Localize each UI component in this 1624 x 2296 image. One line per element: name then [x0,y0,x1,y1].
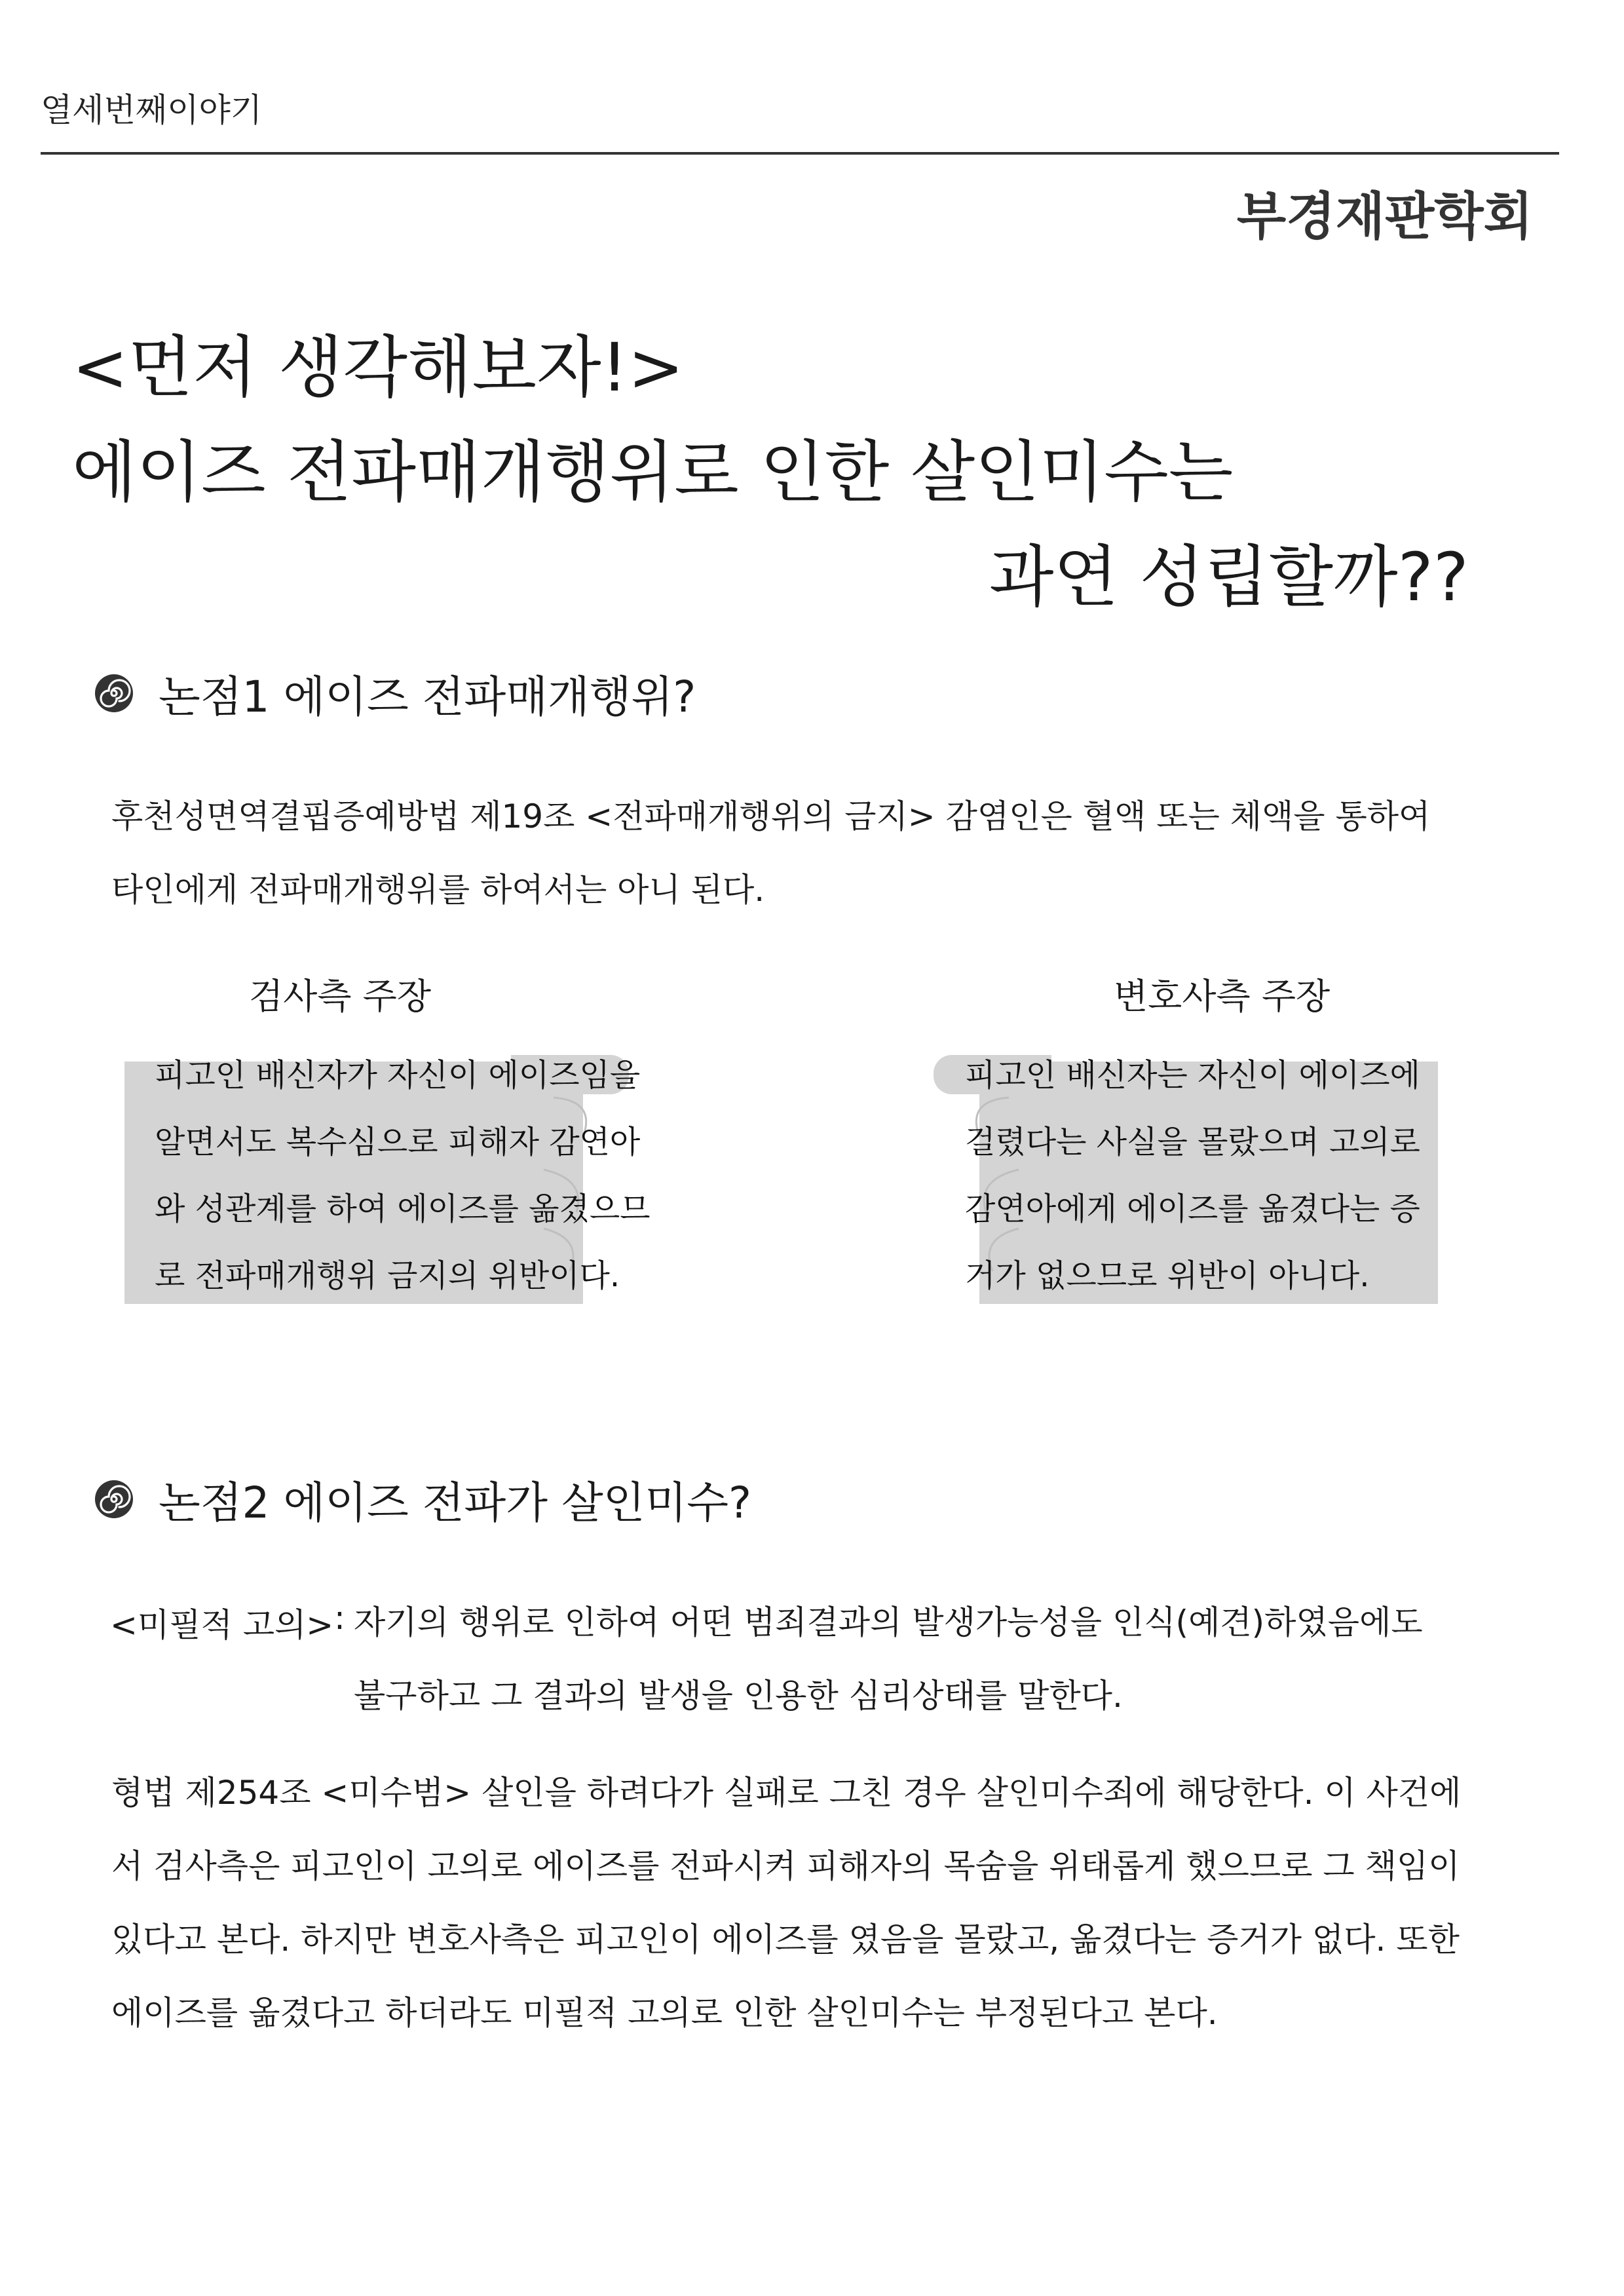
header-divider [41,152,1559,155]
spiral-bullet-icon [93,672,135,714]
title-line-2: 에이즈 전파매개행위로 인한 살인미수는 [72,434,1234,512]
prosecution-argument-text: 피고인 배신자가 자신이 에이즈임을 알면서도 복수심으로 피해자 감연아와 성관계를 하여 에이즈를 옮겼으므로 전파매개행위 금지의 위반이다. [155,1057,651,1294]
prosecution-heading: 검사측 주장 [249,976,431,1017]
definition-text: 자기의 행위로 인하여 어떤 범죄결과의 발생가능성을 인식(예견)하였음에도 불구하고 그 결과의 발생을 인용한 심리상태를 말한다. [354,1603,1423,1715]
definition-colon: : [334,1599,345,1637]
defense-heading: 변호사측 주장 [1114,976,1331,1017]
title-line-1: <먼저 생각해보자!> [72,329,684,407]
aids-prevention-law-text: 후천성면역결핍증예방법 제19조 <전파매개행위의 금지> 감염인은 혈액 또는 체액을 통하여 타인에게 전파매개행위를 하여서는 아니 된다. [111,797,1431,909]
issue2-heading-row [93,1468,751,1530]
criminal-law-paragraph: 형법 제254조 <미수범> 살인을 하려다가 실패로 그친 경우 살인미수죄에 해당한다. 이 사건에서 검사측은 피고인이 고의로 에이즈를 전파시켜 피해자의 목숨을 위태롭게 했으므로 그 책임이 있다고 본다. 하지만 변호사측은 피고인이 에이즈를 였음을 몰랐고, 옮겼다는 증거가 없다. 또한 에이즈를 옮겼다고 하더라도 미필적 고의로 인한 살인미수는 부정된다고 본다. [111,1774,1462,2032]
prosecution-argument-panel [124,1042,655,1304]
definition-term: <미필적 고의> [110,1606,334,1644]
issue2-heading: 논점2 에이즈 전파가 살인미수? [159,1478,752,1528]
defense-argument-panel [907,1042,1438,1304]
title-line-3: 과연 성립할까?? [989,539,1469,617]
issue1-heading: 논점1 에이즈 전파매개행위? [159,672,696,722]
spiral-bullet-icon [93,1478,135,1520]
issue1-heading-row [93,662,696,724]
chapter-label: 열세번째이야기 [41,91,263,129]
defense-argument-text: 피고인 배신자는 자신이 에이즈에 걸렸다는 사실을 몰랐으며 고의로 감연아에게 에이즈를 옮겼다는 증거가 없으므로 위반이 아니다. [965,1057,1420,1294]
society-name: 부경재판학회 [1236,187,1533,246]
